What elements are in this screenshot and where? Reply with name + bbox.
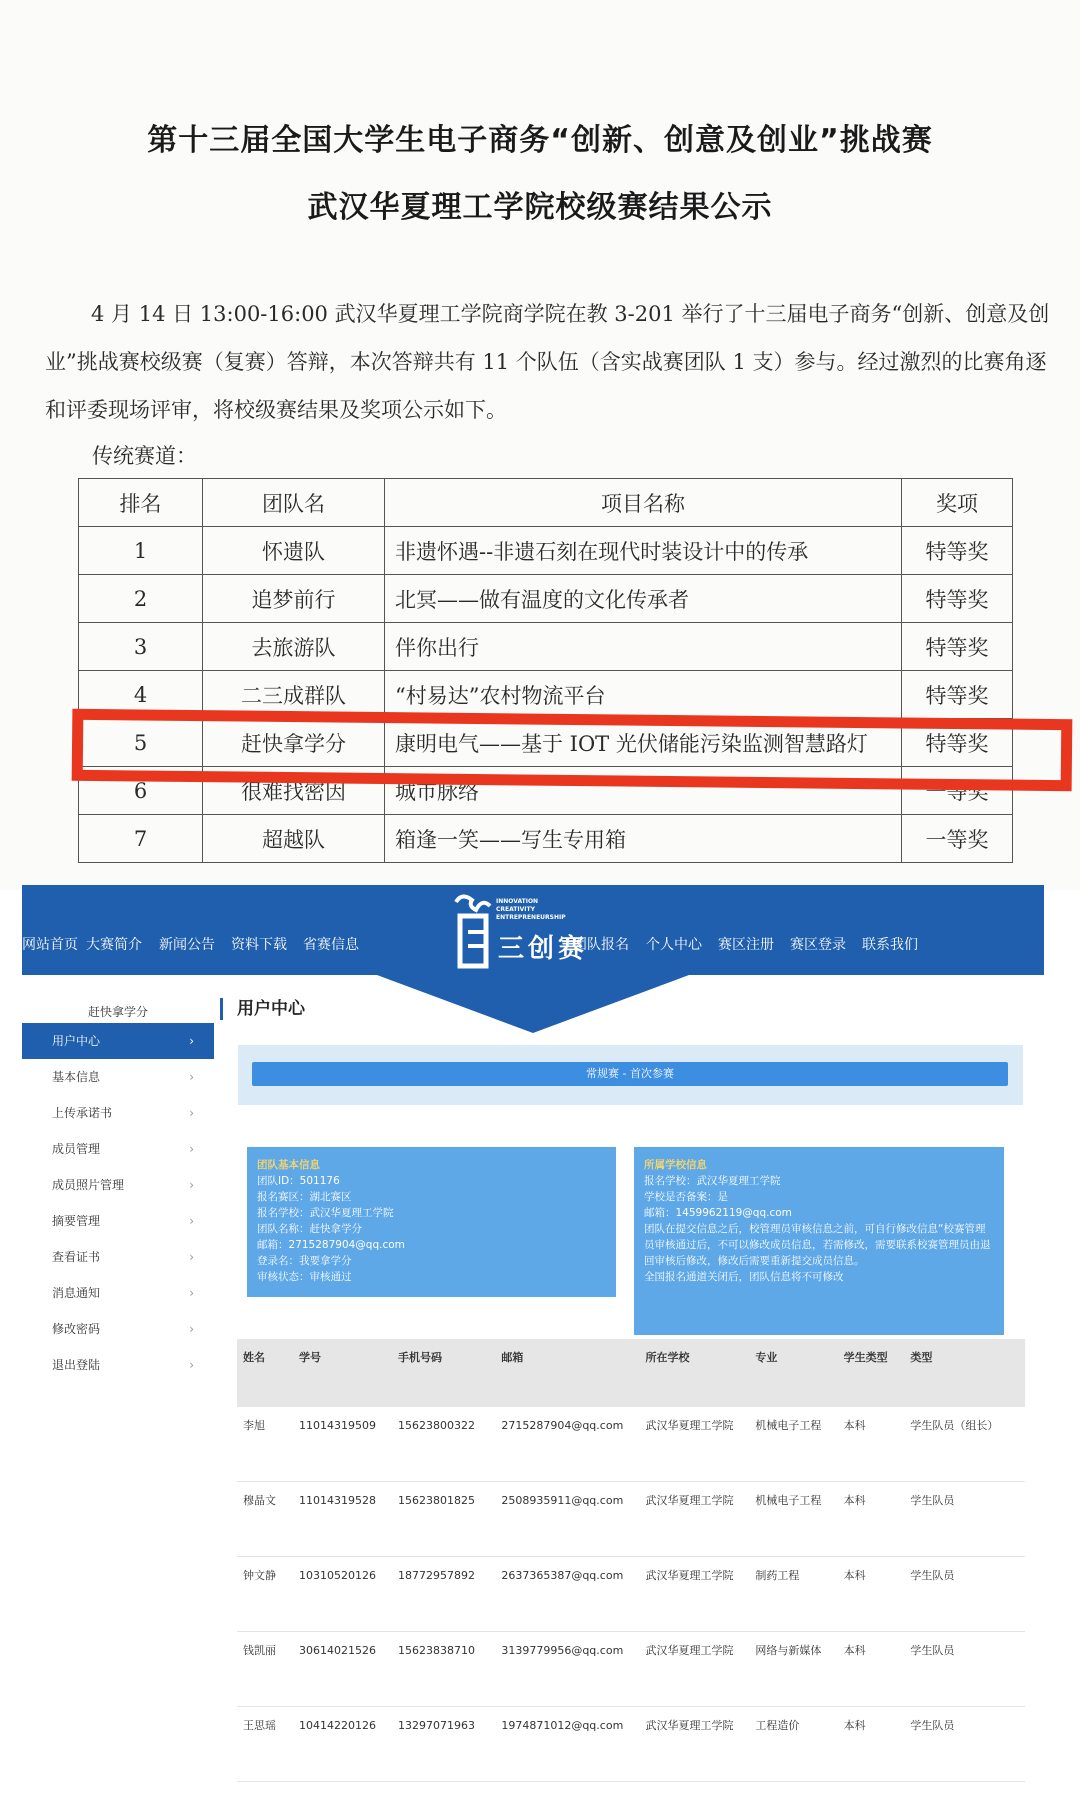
ranking-table	[78, 478, 1013, 863]
rank-cell: 3	[79, 623, 203, 671]
logo-sub-3: ENTREPRENEURSHIP	[496, 914, 566, 921]
info-line: 审核状态：审核通过	[257, 1271, 352, 1283]
nav-contact[interactable]: 联系我们	[862, 937, 918, 953]
members-header-cell: 学号	[293, 1339, 392, 1407]
members-header-cell: 类型	[904, 1339, 1025, 1407]
member-cell: 30614021526	[293, 1632, 392, 1707]
member-cell: 2508935911@qq.com	[495, 1482, 639, 1557]
member-cell: 穆晶文	[237, 1482, 293, 1557]
announcement-paragraph: 4 月 14 日 13:00-16:00 武汉华夏理工学院商学院在教 3-201 举行了十三届电子商务“创新、创意及创业”挑战赛校级赛（复赛）答辩，本次答辩共有 11 个队伍（含实战赛团队 1 支）参与。经过激烈的比赛角逐和评委现场评审，将校级赛结果及奖项公示如下。	[45, 302, 1050, 422]
award-cell: 特等奖	[902, 623, 1013, 671]
sidebar-item[interactable]	[22, 1059, 214, 1095]
team-cell: 怀遗队	[203, 527, 385, 575]
member-cell: 10310520126	[293, 1557, 392, 1632]
member-cell: 2715287904@qq.com	[495, 1407, 639, 1482]
chevron-right-icon: ›	[189, 1286, 194, 1300]
member-cell: 武汉华夏理工学院	[640, 1632, 750, 1707]
member-cell: 本科	[838, 1707, 905, 1782]
member-cell: 钱凯丽	[237, 1632, 293, 1707]
chevron-right-icon: ›	[189, 1214, 194, 1228]
sidebar-item-label: 成员管理	[52, 1142, 101, 1156]
ranking-row	[79, 815, 1013, 863]
result-announcement-document	[0, 0, 1080, 890]
members-header-cell: 手机号码	[392, 1339, 495, 1407]
members-header-cell: 姓名	[237, 1339, 293, 1407]
member-cell: 11014319509	[293, 1407, 392, 1482]
team-info-title: 团队基本信息	[257, 1159, 320, 1171]
nav-downloads[interactable]: 资料下载	[231, 937, 287, 953]
team-cell: 很难找密因	[203, 767, 385, 815]
info-line: 登录名：我要拿学分	[257, 1255, 352, 1267]
nav-home[interactable]: 网站首页	[22, 937, 78, 953]
member-cell: 工程造价	[749, 1707, 837, 1782]
info-line: 团队在提交信息之后，校管理员审核信息之前，可自行修改信息“校赛管理员审核通过后，不可以修改成员信息，若需修改，需要联系校赛管理员由退回审核后修改，修改后需要重新提交成员信息。	[644, 1223, 991, 1267]
rank-cell: 6	[79, 767, 203, 815]
member-cell: 王思瑶	[237, 1707, 293, 1782]
member-cell: 3139779956@qq.com	[495, 1632, 639, 1707]
chevron-right-icon: ›	[189, 1034, 194, 1048]
member-cell: 10414220126	[293, 1707, 392, 1782]
chevron-right-icon: ›	[189, 1070, 194, 1084]
member-cell: 15623801825	[392, 1482, 495, 1557]
nav-about[interactable]: 大赛简介	[86, 937, 142, 953]
member-cell: 13297071963	[392, 1707, 495, 1782]
rank-cell: 7	[79, 815, 203, 863]
member-cell: 本科	[838, 1557, 905, 1632]
nav-news[interactable]: 新闻公告	[159, 937, 215, 953]
sidebar-item-label: 成员照片管理	[52, 1178, 125, 1192]
info-line: 团队ID：501176	[257, 1175, 340, 1187]
rank-cell: 1	[79, 527, 203, 575]
member-cell: 学生队员（组长）	[904, 1407, 1025, 1482]
member-cell: 本科	[838, 1482, 905, 1557]
document-subtitle: 武汉华夏理工学院校级赛结果公示	[307, 190, 773, 225]
team-cell: 二三成群队	[203, 671, 385, 719]
logo-sub-2: CREATIVITY	[496, 906, 535, 913]
sidebar-item-label: 查看证书	[52, 1250, 101, 1264]
rank-cell: 5	[79, 719, 203, 767]
track-label: 传统赛道：	[92, 444, 197, 468]
member-cell: 网络与新媒体	[749, 1632, 837, 1707]
award-cell: 特等奖	[902, 575, 1013, 623]
project-cell: 康明电气——基于 IOT 光伏储能污染监测智慧路灯	[385, 719, 902, 767]
chevron-right-icon: ›	[189, 1358, 194, 1372]
sidebar-item[interactable]	[22, 1167, 214, 1203]
sidebar-item-label: 摘要管理	[52, 1214, 101, 1228]
member-cell: 1974871012@qq.com	[495, 1707, 639, 1782]
member-row	[237, 1707, 1025, 1782]
award-cell: 特等奖	[902, 671, 1013, 719]
member-cell: 学生队员	[904, 1707, 1025, 1782]
team-cell: 追梦前行	[203, 575, 385, 623]
member-cell: 本科	[838, 1407, 905, 1482]
member-cell: 机械电子工程	[749, 1482, 837, 1557]
project-cell: 伴你出行	[385, 623, 902, 671]
info-line: 报名学校：武汉华夏理工学院	[257, 1207, 394, 1219]
award-cell: 特等奖	[902, 719, 1013, 767]
nav-personal-center[interactable]: 个人中心	[646, 937, 702, 953]
member-cell: 武汉华夏理工学院	[640, 1407, 750, 1482]
sidebar-item-label: 修改密码	[52, 1322, 101, 1336]
info-line: 邮箱：2715287904@qq.com	[257, 1239, 405, 1251]
member-cell: 武汉华夏理工学院	[640, 1707, 750, 1782]
info-line: 报名学校：武汉华夏理工学院	[644, 1175, 781, 1187]
members-table-header	[237, 1339, 1025, 1407]
sidebar-item[interactable]	[22, 1347, 214, 1383]
ranking-table-header	[79, 479, 1013, 527]
ranking-row	[79, 575, 1013, 623]
member-cell: 15623838710	[392, 1632, 495, 1707]
page-title: 用户中心	[220, 998, 305, 1020]
member-cell: 学生队员	[904, 1482, 1025, 1557]
member-cell: 制药工程	[749, 1557, 837, 1632]
status-panel	[238, 1045, 1023, 1105]
member-cell: 学生队员	[904, 1632, 1025, 1707]
site-header	[22, 885, 1044, 975]
members-table	[237, 1339, 1025, 1782]
award-cell: 一等奖	[902, 815, 1013, 863]
rank-cell: 2	[79, 575, 203, 623]
red-highlight-box	[72, 709, 1073, 791]
sidebar-item[interactable]	[22, 1311, 214, 1347]
header-team: 团队名	[203, 479, 385, 527]
team-cell: 赶快拿学分	[203, 719, 385, 767]
info-line: 报名赛区：湖北赛区	[257, 1191, 352, 1203]
member-row	[237, 1557, 1025, 1632]
sidebar-item-label: 基本信息	[52, 1070, 101, 1084]
competition-website-screenshot	[22, 885, 1044, 1803]
member-row	[237, 1482, 1025, 1557]
member-cell: 李旭	[237, 1407, 293, 1482]
project-cell: 非遗怀遇--非遗石刻在现代时装设计中的传承	[385, 527, 902, 575]
sidebar-item[interactable]	[22, 1203, 214, 1239]
project-cell: 北冥——做有温度的文化传承者	[385, 575, 902, 623]
logo-sub-1: INNOVATION	[496, 898, 539, 905]
info-line: 学校是否备案：是	[644, 1191, 728, 1203]
ranking-row	[79, 527, 1013, 575]
sidebar-item[interactable]	[22, 1275, 214, 1311]
rank-cell: 4	[79, 671, 203, 719]
status-tag: 常规赛 - 首次参赛	[252, 1062, 1008, 1086]
sidebar-item[interactable]	[22, 1239, 214, 1275]
member-row	[237, 1632, 1025, 1707]
member-cell: 学生队员	[904, 1557, 1025, 1632]
award-cell: 特等奖	[902, 527, 1013, 575]
member-cell: 武汉华夏理工学院	[640, 1557, 750, 1632]
team-cell: 超越队	[203, 815, 385, 863]
member-cell: 11014319528	[293, 1482, 392, 1557]
sidebar-item-label: 用户中心	[52, 1034, 101, 1048]
project-cell: 箱逢一笑——写生专用箱	[385, 815, 902, 863]
member-cell: 钟文静	[237, 1557, 293, 1632]
ranking-row	[79, 623, 1013, 671]
members-header-cell: 所在学校	[640, 1339, 750, 1407]
school-info-card	[634, 1147, 1004, 1335]
chevron-right-icon: ›	[189, 1250, 194, 1264]
logo-text: 三创赛	[498, 934, 589, 964]
project-cell: 城市脉络	[385, 767, 902, 815]
member-cell: 15623800322	[392, 1407, 495, 1482]
chevron-right-icon: ›	[189, 1106, 194, 1120]
nav-team-register[interactable]: 团队报名	[573, 937, 629, 953]
members-header-cell: 专业	[749, 1339, 837, 1407]
sidebar-item-label: 退出登陆	[52, 1358, 101, 1372]
sidebar-item[interactable]	[22, 1131, 214, 1167]
info-line: 全国报名通道关闭后，团队信息将不可修改	[644, 1271, 844, 1283]
header-rank: 排名	[79, 479, 203, 527]
sidebar-item-label: 消息通知	[52, 1286, 101, 1300]
members-header-cell: 邮箱	[495, 1339, 639, 1407]
header-award: 奖项	[902, 479, 1013, 527]
member-cell: 本科	[838, 1632, 905, 1707]
sanchuang-logo[interactable]	[442, 890, 642, 970]
sidebar-username: 赶快拿学分	[87, 1005, 148, 1019]
member-cell: 武汉华夏理工学院	[640, 1482, 750, 1557]
member-cell: 机械电子工程	[749, 1407, 837, 1482]
team-info-card	[247, 1147, 616, 1297]
document-title: 第十三届全国大学生电子商务“创新、创意及创业”挑战赛	[147, 123, 933, 158]
sidebar-item[interactable]	[22, 1023, 214, 1059]
chevron-right-icon: ›	[189, 1142, 194, 1156]
sidebar-item-label: 上传承诺书	[52, 1106, 113, 1120]
sidebar-item[interactable]	[22, 1095, 214, 1131]
info-line: 邮箱：1459962119@qq.com	[644, 1207, 792, 1219]
award-cell: 一等奖	[902, 767, 1013, 815]
chevron-right-icon: ›	[189, 1322, 194, 1336]
nav-province[interactable]: 省赛信息	[303, 937, 359, 953]
nav-region-login[interactable]: 赛区登录	[790, 937, 846, 953]
project-cell: “村易达”农村物流平台	[385, 671, 902, 719]
header-project: 项目名称	[385, 479, 902, 527]
member-cell: 18772957892	[392, 1557, 495, 1632]
member-row	[237, 1407, 1025, 1482]
members-header-cell: 学生类型	[838, 1339, 905, 1407]
info-line: 团队名称：赶快拿学分	[257, 1223, 362, 1235]
chevron-right-icon: ›	[189, 1178, 194, 1192]
member-cell: 2637365387@qq.com	[495, 1557, 639, 1632]
team-cell: 去旅游队	[203, 623, 385, 671]
nav-region-register[interactable]: 赛区注册	[718, 937, 774, 953]
school-info-title: 所属学校信息	[644, 1159, 707, 1171]
